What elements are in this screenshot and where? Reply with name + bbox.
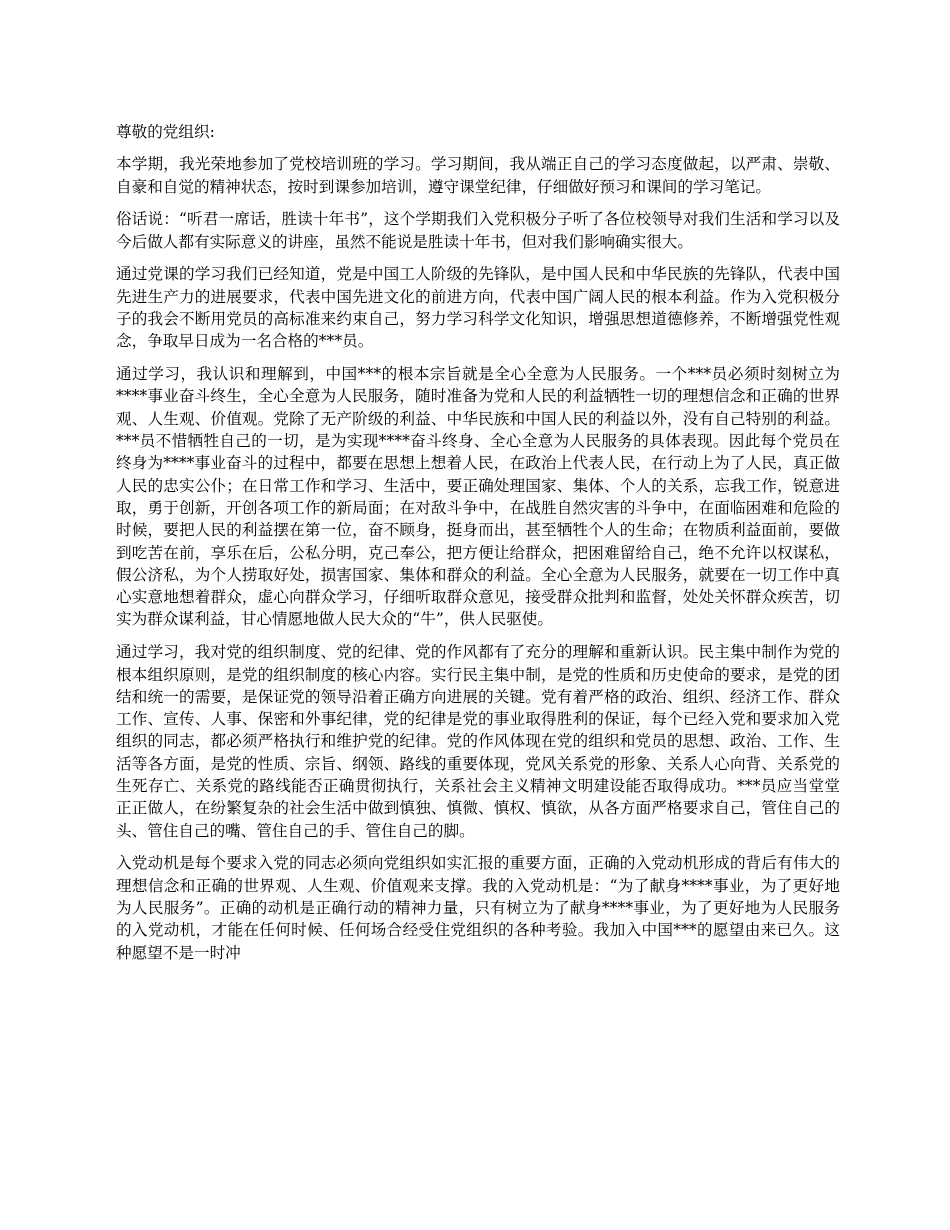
salutation: 尊敬的党组织: [116, 123, 215, 141]
document-body [116, 121, 840, 974]
paragraph-serve-people: 通过学习，我认识和理解到，中国***的根本宗旨就是全心全意为人民服务。一个***员必须时刻树立为****事业奋斗终生，全心全意为人民服务，随时准备为党和人民的利益牺牲一切的理想信念和正确的世界观、人生观、价值观。党除了无产阶级的利益、中华民族和中国人民的利益以外，没有自己特别的利益。***员不惜牺牲自己的一切，是为实现****奋斗终身、全心全意为人民服务的具体表现。因此每个党员在终身为****事业奋斗的过程中，都要在思想上想着人民，在政治上代表人民，在行动上为了人民，真正做人民的忠实公仆；在日常工作和学习、生活中，要正确处理国家、集体、个人的关系，忘我工作，锐意进取，勇于创新，开创各项工作的新局面；在对敌斗争中，在战胜自然灾害的斗争中，在面临困难和危险的时候，要把人民的利益摆在第一位，奋不顾身，挺身而出，甚至牺牲个人的生命；在物质利益面前，要做到吃苦在前，享乐在后，公私分明，克己奉公，把方便让给群众，把困难留给自己，绝不允许以权谋私，假公济私，为个人捞取好处，损害国家、集体和群众的利益。全心全意为人民服务，就要在一切工作中真心实意地想着群众，虚心向群众学习，仔细听取群众意见，接受群众批判和监督，处处关怀群众疾苦，切实为群众谋利益，甘心情愿地做人民大众的“牛”，供人民驱使。 [116, 365, 840, 629]
paragraph-organization-discipline: 通过学习，我对党的组织制度、党的纪律、党的作风都有了充分的理解和重新认识。民主集中制作为党的根本组织原则，是党的组织制度的核心内容。实行民主集中制，是党的性质和历史使命的要求，是党的团结和统一的需要，是保证党的领导沿着正确方向进展的关键。党有着严格的政治、组织、经济工作、群众工作、宣传、人事、保密和外事纪律，党的纪律是党的事业取得胜利的保证，每个已经入党和要求加入党组织的同志，都必须严格执行和维护党的纪律。党的作风体现在党的组织和党员的思想、政治、工作、生活等各方面，是党的性质、宗旨、纲领、路线的重要体现，党风关系党的形象、关系人心向背、关系党的生死存亡、关系党的路线能否正确贯彻执行，关系社会主义精神文明建设能否取得成功。***员应当堂堂正正做人，在纷繁复杂的社会生活中做到慎独、慎微、慎权、慎欲，从各方面严格要求自己，管住自己的头、管住自己的嘴、管住自己的手、管住自己的脚。 [116, 643, 840, 840]
paragraph-party-nature: 通过党课的学习我们已经知道，党是中国工人阶级的先锋队，是中国人民和中华民族的先锋队，代表中国先进生产力的进展要求，代表中国先进文化的前进方向，代表中国广阔人民的根本利益。作为入党积极分子的我会不断用党员的高标准来约束自己，努力学习科学文化知识，增强思想道德修养，不断增强党性观念，争取早日成为一名合格的***员。 [116, 265, 840, 351]
paragraph-study-attitude: 本学期，我光荣地参加了党校培训班的学习。学习期间，我从端正自己的学习态度做起，以严肃、崇敬、自豪和自觉的精神状态，按时到课参加培训，遵守课堂纪律，仔细做好预习和课间的学习笔记。 [116, 155, 840, 196]
paragraph-lectures: 俗话说：“听君一席话，胜读十年书”，这个学期我们入党积极分子听了各位校领导对我们生活和学习以及今后做人都有实际意义的讲座，虽然不能说是胜读十年书，但对我们影响确实很大。 [116, 210, 840, 251]
paragraph-motivation: 入党动机是每个要求入党的同志必须向党组织如实汇报的重要方面，正确的入党动机形成的背后有伟大的理想信念和正确的世界观、人生观、价值观来支撑。我的入党动机是：“为了献身****事业，为了更好地为人民服务”。正确的动机是正确行动的精神力量，只有树立为了献身****事业，为了更好地为人民服务的入党动机，才能在任何时候、任何场合经受住党组织的各种考验。我加入中国***的愿望由来已久。这种愿望不是一时冲 [116, 854, 840, 962]
